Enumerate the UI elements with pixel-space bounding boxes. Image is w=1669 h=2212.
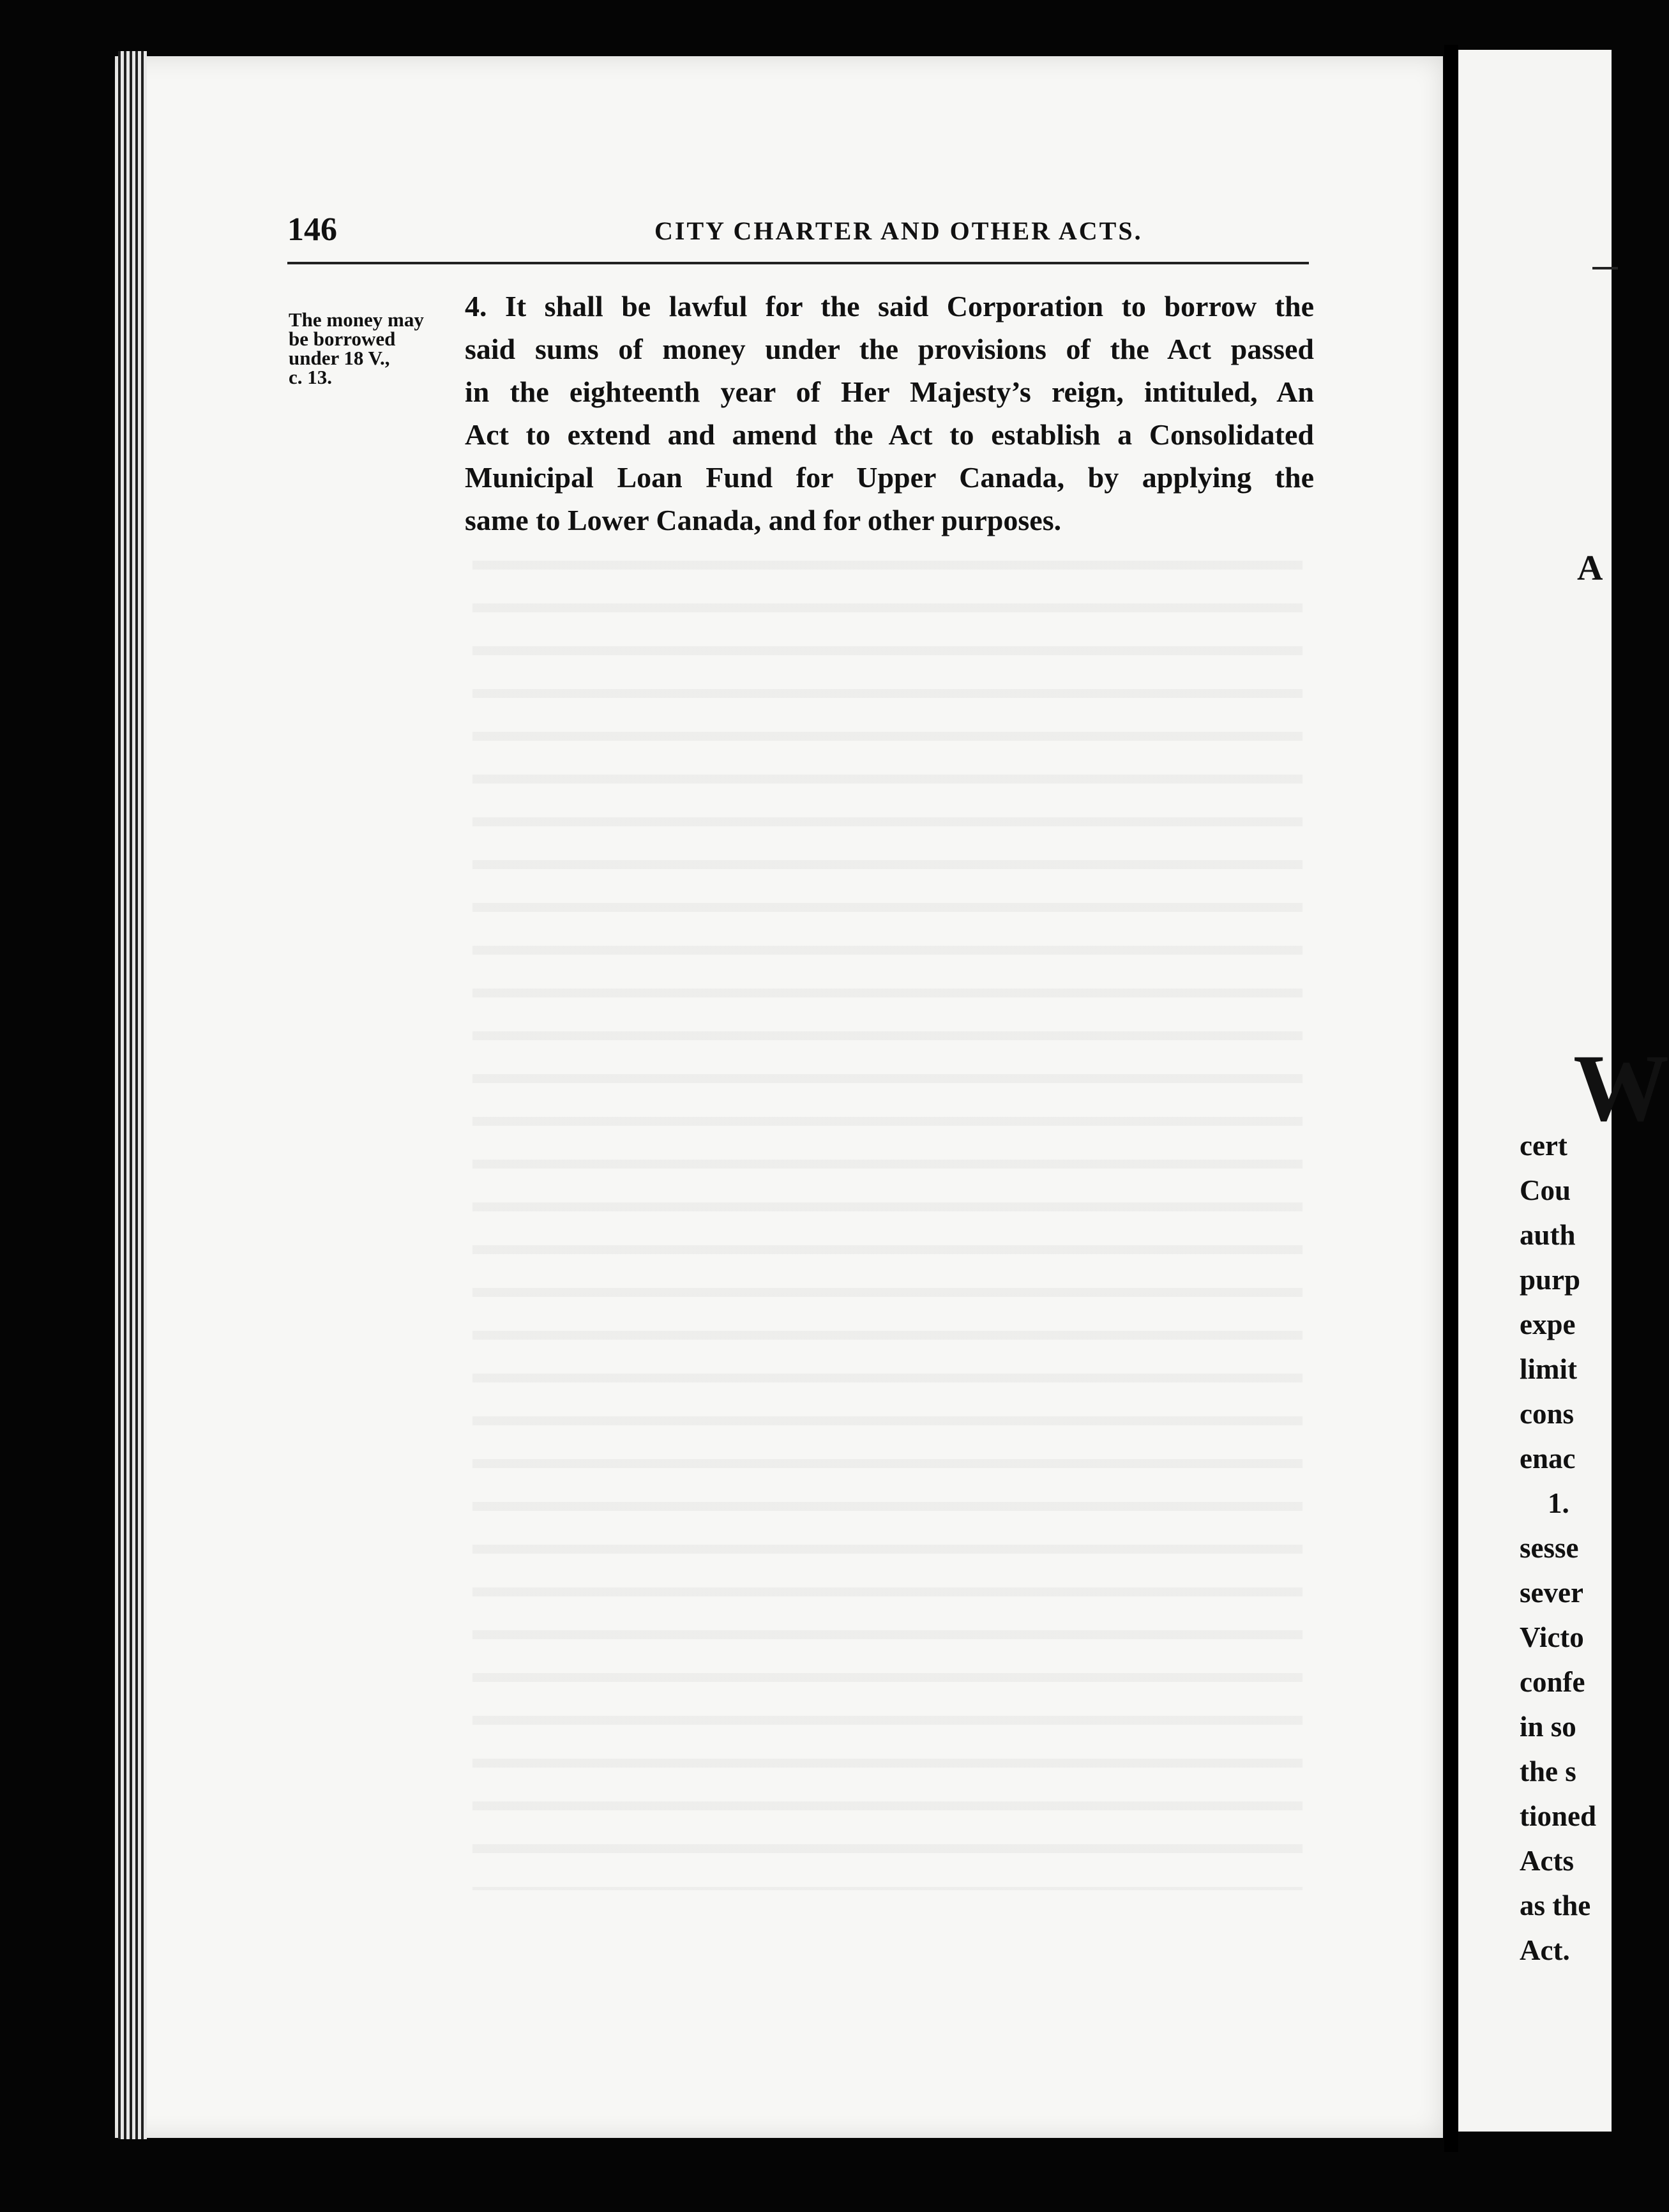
right-line-start: cons (1520, 1398, 1575, 1430)
body-line: same to Lower Canada, and for other purposes. (465, 504, 1062, 536)
right-line-start: Acts (1520, 1845, 1574, 1877)
right-line-start: enac (1520, 1443, 1576, 1474)
bleed-through-text (472, 536, 1303, 1890)
running-title: CITY CHARTER AND OTHER ACTS. (654, 216, 1143, 245)
right-line-start: sever (1520, 1577, 1583, 1609)
right-line-start: confe (1520, 1666, 1585, 1698)
right-line-start: tioned (1520, 1800, 1597, 1832)
body-line: Act to extend and amend the Act to establish a Consolidated (465, 418, 1314, 451)
margin-note-line: c. 13. (289, 366, 333, 388)
page-number: 146 (287, 211, 337, 248)
body-line: Municipal Loan Fund for Upper Canada, by applying the (465, 461, 1314, 494)
right-line-start: Cou (1520, 1174, 1571, 1206)
right-line-start: purp (1520, 1264, 1581, 1296)
body-line: said sums of money under the provisions of the Act passed (465, 333, 1314, 365)
right-page (1458, 50, 1669, 2132)
margin-note (289, 310, 461, 387)
right-line-start: limit (1520, 1353, 1577, 1385)
section-4-paragraph (465, 285, 1314, 542)
right-line-start: the s (1520, 1755, 1576, 1787)
header-rule (287, 262, 1309, 264)
margin-note-line: The money may (289, 308, 424, 331)
running-head (287, 211, 1309, 262)
book-spine (1444, 45, 1458, 2152)
right-line-start: in so (1520, 1711, 1576, 1743)
margin-note-line: under 18 V., (289, 347, 390, 369)
right-heading-letter: A (1577, 549, 1603, 588)
right-line-start: 1. (1548, 1487, 1569, 1519)
right-line-start: as the (1520, 1890, 1591, 1921)
right-line-start: expe (1520, 1308, 1576, 1340)
right-header-rule (1592, 267, 1618, 269)
right-line-start: cert (1520, 1130, 1567, 1162)
right-line-start: sesse (1520, 1532, 1579, 1564)
drop-cap: W (1573, 1035, 1669, 1141)
right-line-start: auth (1520, 1219, 1576, 1251)
right-line-start: Act. (1520, 1934, 1570, 1966)
right-line-start: Victo (1520, 1621, 1584, 1653)
margin-note-line: be borrowed (289, 328, 396, 350)
page-edge-stack (118, 51, 147, 2139)
body-line: in the eighteenth year of Her Majesty’s reign, intituled, An (465, 375, 1314, 408)
body-line: 4. It shall be lawful for the said Corporation to borrow the (465, 290, 1314, 322)
